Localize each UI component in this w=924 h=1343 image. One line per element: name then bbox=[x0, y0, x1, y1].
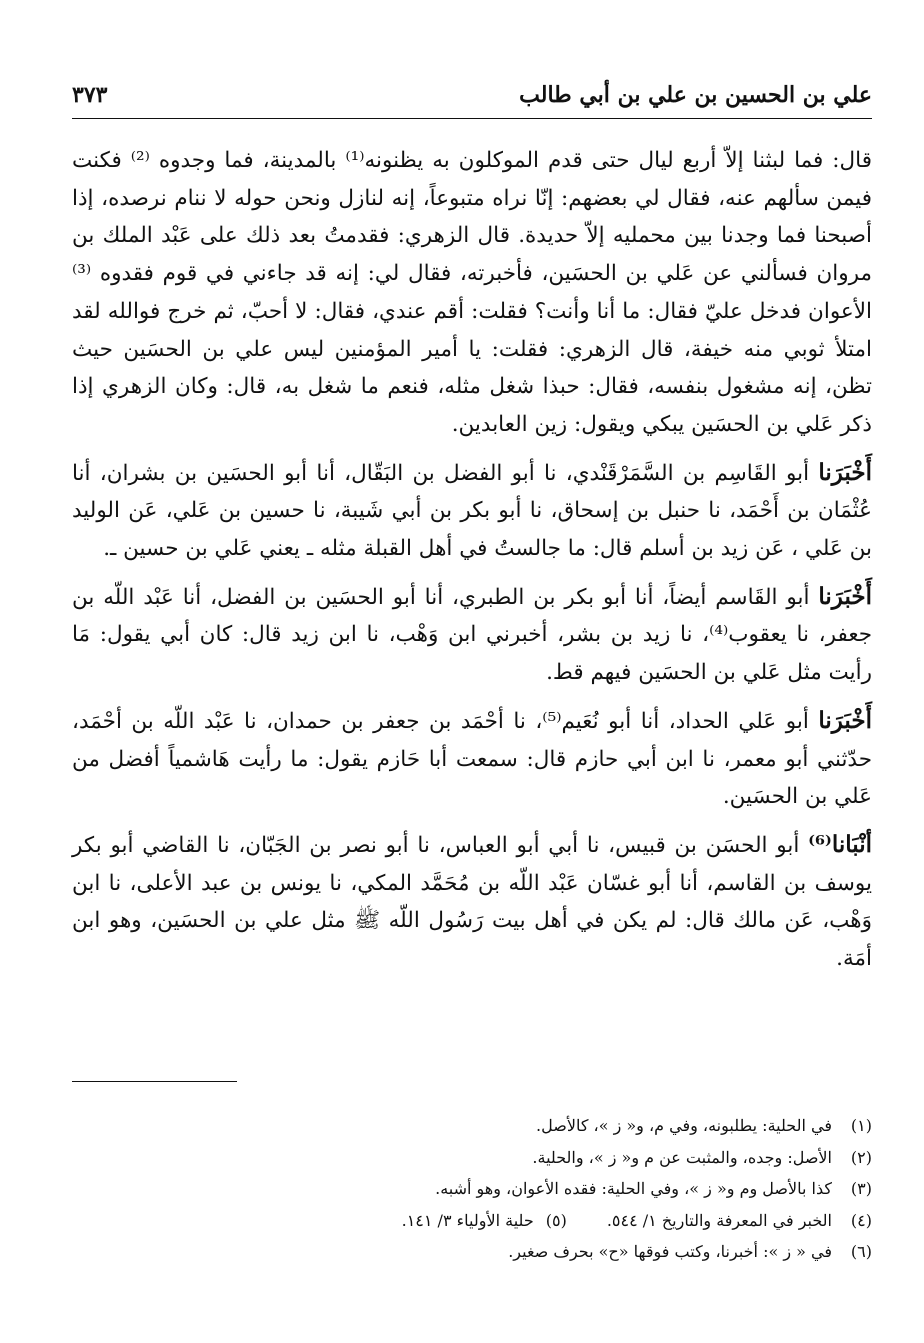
footnote-text: في « ز »: أخبرنا، وكتب فوقها «ح» بحرف صغير. bbox=[508, 1242, 832, 1261]
footnote-number: (٤) bbox=[850, 1210, 872, 1230]
header-divider bbox=[72, 118, 872, 119]
paragraph-lead: أَخْبَرَنا bbox=[818, 458, 872, 486]
footnote bbox=[72, 1205, 872, 1237]
footnote-text: في الحلية: يطلبونه، وفي م، و« ز »، كالأصل. bbox=[536, 1116, 832, 1135]
footnote-number: (٣) bbox=[850, 1179, 872, 1198]
paragraph-text: أبو عَلي الحداد، أنا أبو نُعَيم⁽⁵⁾، نا أحْمَد بن جعفر بن حمدان، نا عَبْد اللّه بن أحْمَد، حدّثني أبو معمر، نا ابن أبي حازم قال: سمعت أبا حَازم يقول: ما رأيت هَاشمياً أفضل من عَلي بن الحسَين. bbox=[72, 708, 872, 810]
running-header bbox=[72, 78, 872, 114]
paragraph bbox=[72, 578, 872, 692]
footnote-number: (٥) bbox=[545, 1210, 567, 1230]
paragraph bbox=[72, 141, 872, 444]
paragraph-lead: أنْبَانا⁽⁶⁾ bbox=[808, 830, 872, 858]
paragraph bbox=[72, 702, 872, 816]
book-page bbox=[72, 78, 872, 1318]
paragraph-text: قال: فما لبثنا إلاّ أربع ليال حتى قدم الموكلون به يظنونه⁽¹⁾ بالمدينة، فما وجدوه ⁽²⁾ فكنت فيمن سألهم عنه، فقال لي بعضهم: إنّا نراه متبوعاً، إنه لنازل ونحن حوله لا ننام نرصده، إذا أصبحنا فما وجدنا بين محمليه إلاّ حديدة. قال الزهري: فقدمتُ بعد ذلك على عَبْد الملك بن مروان فسألني عن عَلي بن الحسَين، فأخبرته، فقال لي: إنه قد جاءني في قوم فقدوه ⁽³⁾ الأعوان فدخل عليّ فقال: ما أنا وأنت؟ فقلت: أقم عندي، فقال: لا أحبّ، ثم خرج فوالله لقد امتلأ ثوبي منه خيفة، قال الزهري: فقلت: يا أمير المؤمنين ليس علي بن الحسَين حيث تظن، إنه مشغول بنفسه، فقال: حبذا شغل مثله، فنعم ما شغل به، قال: وكان الزهري إذا ذكر عَلي بن الحسَين يبكي ويقول: زين العابدين. bbox=[72, 148, 872, 437]
footnote-text: الأصل: وجده، والمثبت عن م و« ز »، والحلية. bbox=[532, 1147, 832, 1167]
footnote bbox=[72, 1142, 872, 1174]
paragraph-text: أبو الحسَن بن قبيس، نا أبي أبو العباس، نا أبو نصر بن الجَبّان، نا القاضي أبو بكر يوسف بن القاسم، أنا أبو غسّان عَبْد اللّه بن مُحَمَّد المكي، نا يونس بن عبد الأعلى، نا ابن وَهْب، عَن مالك قال: لم يكن في أهل بيت رَسُول اللّه ﷺ مثل علي بن الحسَين، وهو ابن أمَة. bbox=[72, 832, 872, 972]
footnotes bbox=[72, 1110, 872, 1268]
paragraph-lead: أَخْبَرَنا bbox=[818, 706, 872, 734]
paragraph bbox=[72, 454, 872, 568]
footnote bbox=[72, 1236, 872, 1268]
paragraph-text: أبو القَاسم أيضاً، أنا أبو بكر بن الطبري، أنا أبو الحسَين بن الفضل، أنا عَبْد اللّه بن جعفر، نا يعقوب⁽⁴⁾، نا زيد بن بشر، أخبرني ابن وَهْب، نا ابن زيد قال: كان أبي يقول: مَا رأيت مثل عَلي بن الحسَين فيهم قط. bbox=[72, 584, 872, 686]
footnote-number: (٦) bbox=[850, 1242, 872, 1261]
footnote-divider bbox=[72, 1081, 237, 1082]
footnote-number: (٢) bbox=[850, 1147, 872, 1167]
footnote-text: الخبر في المعرفة والتاريخ ١/ ٥٤٤. bbox=[606, 1210, 832, 1230]
footnote-text: حلية الأولياء ٣/ ١٤١. bbox=[401, 1210, 534, 1230]
paragraph-text: أبو القَاسِم بن السَّمَرْقَنْدي، نا أبو الفضل بن البَقّال، أنا أبو الحسَين بن بشران، أنا عُثْمَان بن أَحْمَد، نا حنبل بن إسحاق، نا أبو بكر بن أبي شَيبة، نا حسين بن عَلي، عَن الوليد بن عَلي ، عَن زيد بن أسلم قال: ما جالستُ في أهل القبلة مثله ـ يعني عَلي بن حسين ـ. bbox=[72, 460, 872, 562]
paragraph bbox=[72, 826, 872, 978]
footnote-number: (١) bbox=[850, 1116, 872, 1135]
footnote bbox=[72, 1173, 872, 1205]
footnote-text: كذا بالأصل وم و« ز »، وفي الحلية: فقده الأعوان، وهو أشبه. bbox=[435, 1179, 832, 1198]
footnote bbox=[72, 1110, 872, 1142]
page-number: ٣٧٣ bbox=[72, 82, 108, 108]
main-text bbox=[72, 141, 872, 978]
running-title: علي بن الحسين بن علي بن أبي طالب bbox=[519, 82, 872, 108]
paragraph-lead: أَخْبَرَنا bbox=[818, 582, 872, 610]
